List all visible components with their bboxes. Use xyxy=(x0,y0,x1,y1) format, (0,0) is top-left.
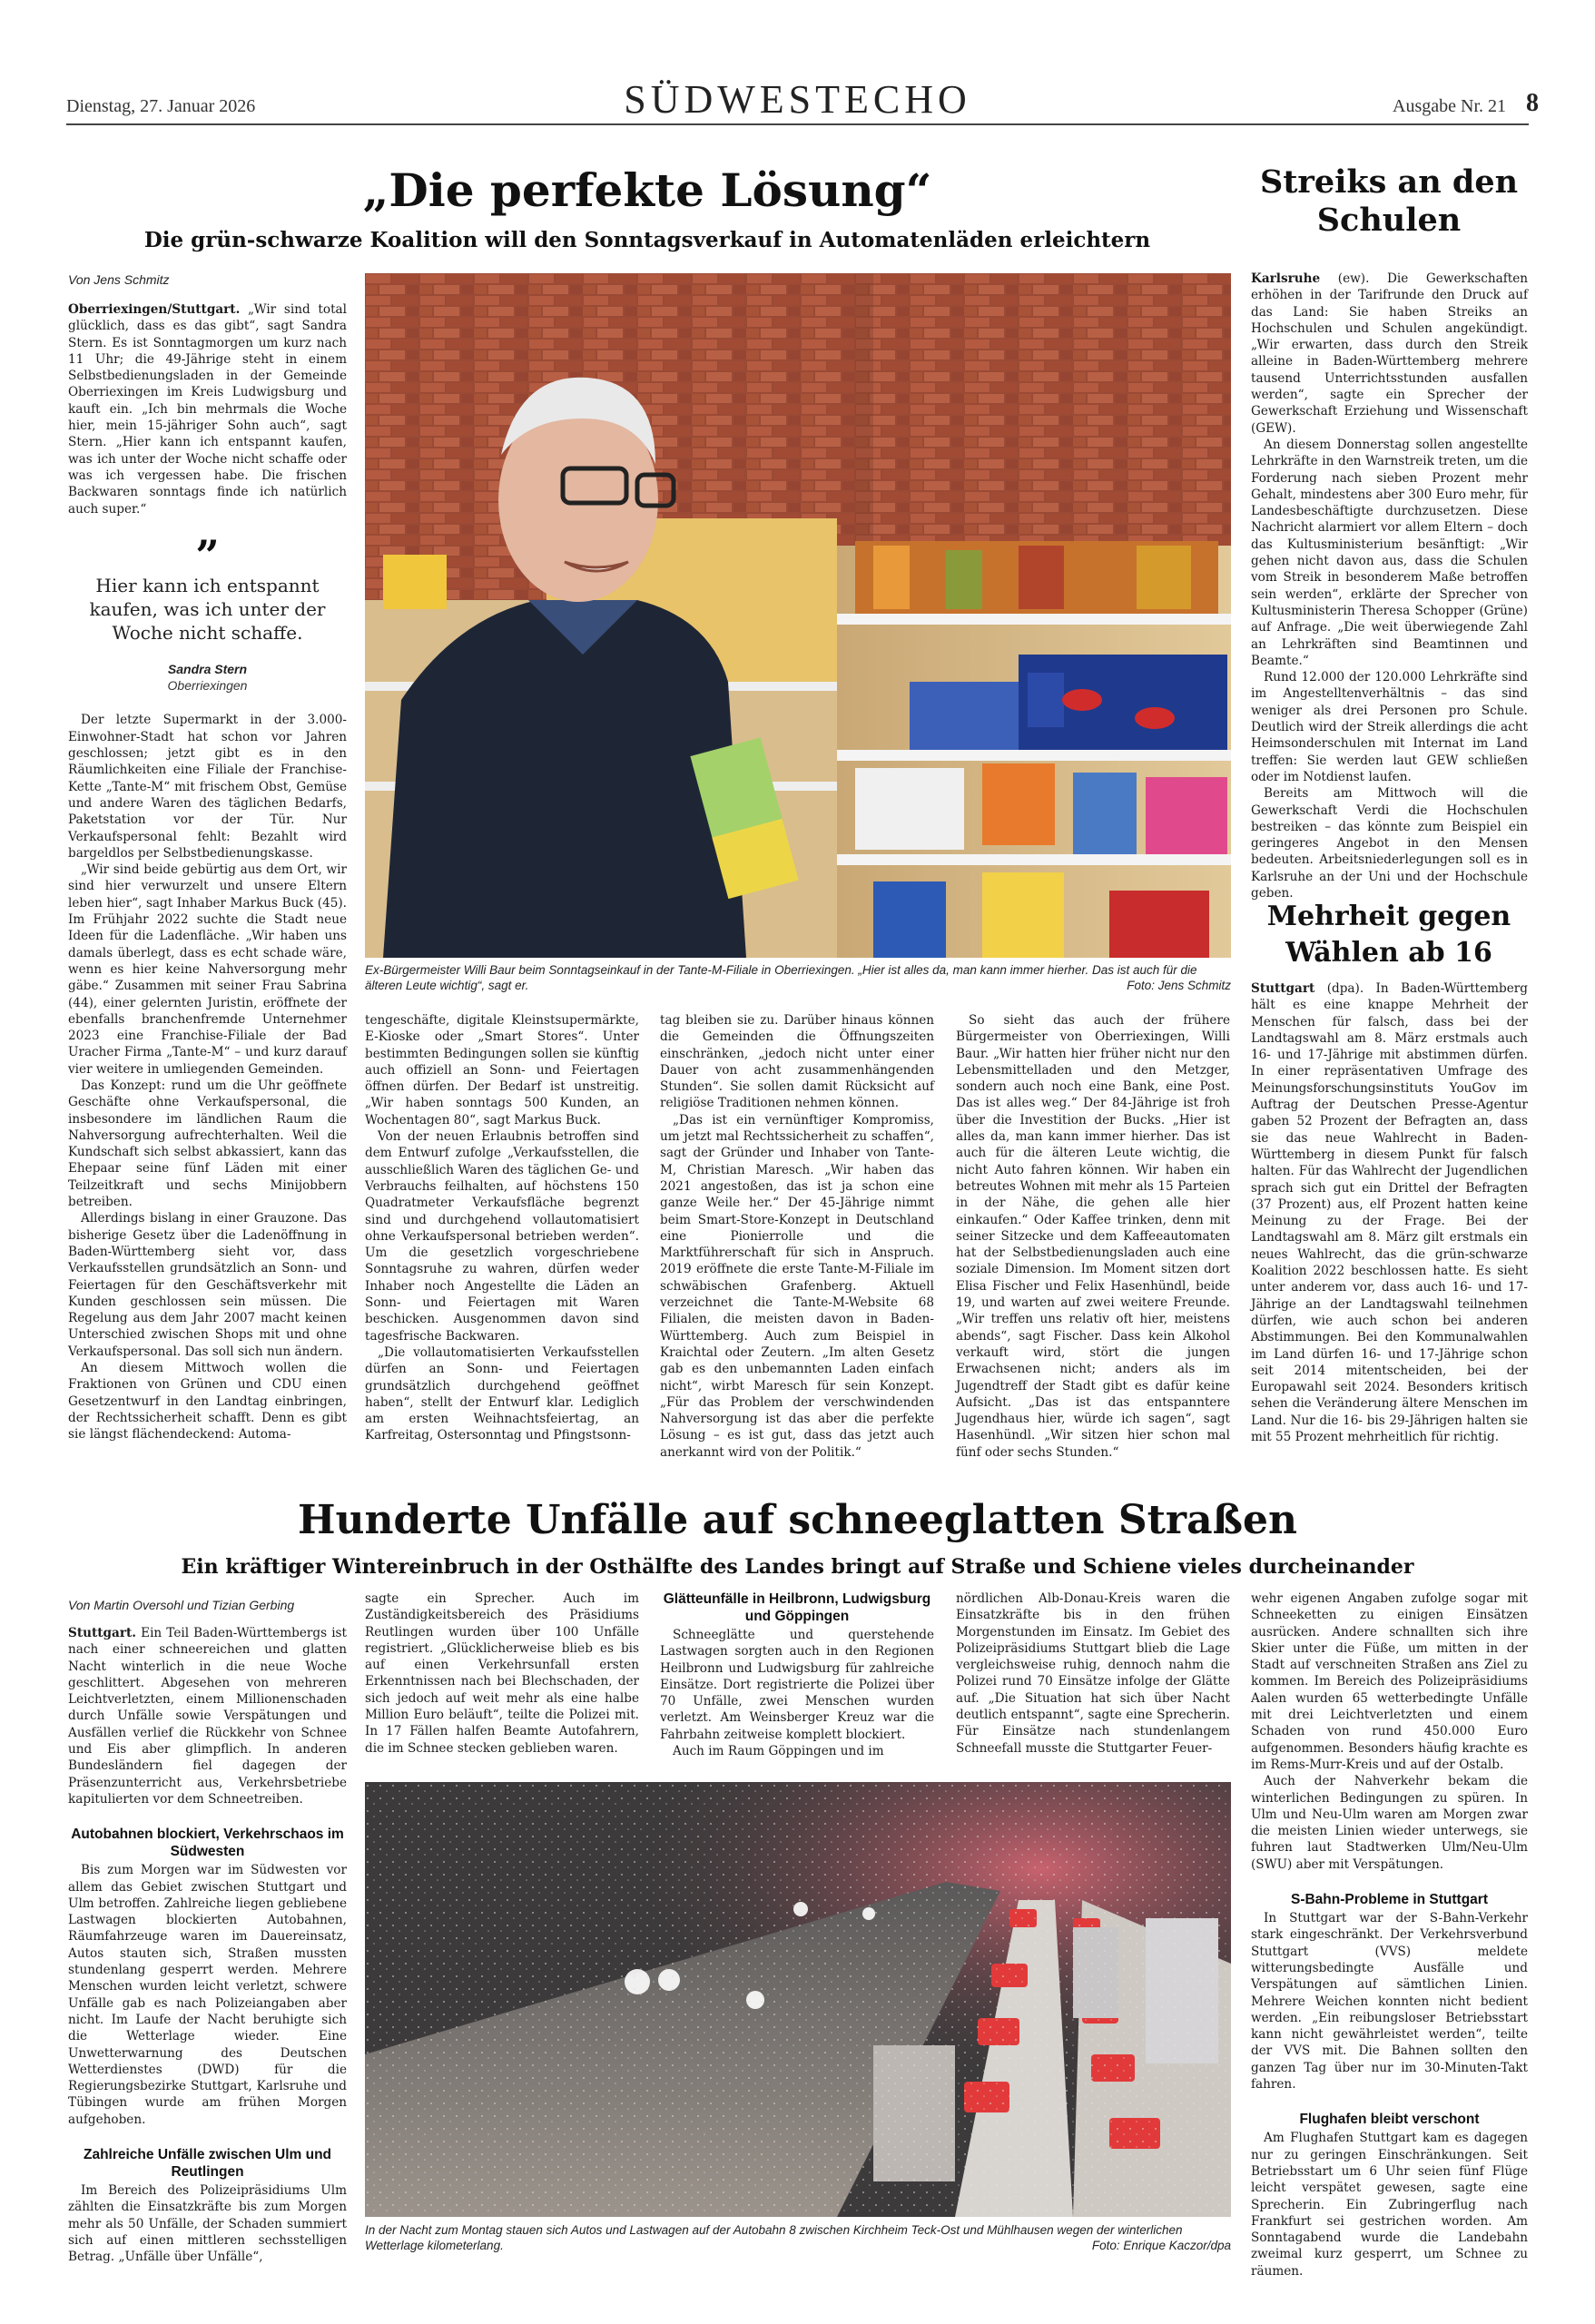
vote-headline: Mehrheit gegen Wählen ab 16 xyxy=(1266,901,1511,969)
newspaper-title: SÜDWESTECHO xyxy=(624,77,971,122)
snow-article-column-5 xyxy=(1251,1590,1528,2280)
paragraph: Auch im Raum Göppingen und im xyxy=(673,1744,884,1759)
quotation-mark-icon: ” xyxy=(195,530,220,580)
paragraph: Bis zum Morgen war im Südwesten vor allem das Gebiet zwischen Stuttgart und Ulm betroffen. Zahlreiche liegen gebliebene Lastwagen blockierten Autobahnen, Räumfahrzeuge waren im Dauereinsatz, Autos stauten sich, Straßen mussten stundenlang gesperrt werden. Mehrere Menschen wurden leicht verletzt, schwere Unfälle gab es nach Polizeiangaben aber nicht. Im Laufe der Nacht beruhigte sich die Wetterlage wieder. Eine Unwetterwarnung des Deutschen Wetterdienstes (DWD) für die Regierungsbezirke Stuttgart, Karlsruhe und Tübingen wurde am frühen Morgen aufgehoben. xyxy=(68,1863,347,2127)
paragraph: wehr eigenen Angaben zufolge sogar mit Schneeketten zu einigen Einsätzen ausrücken. Andere schnallten sich ihre Skier unter die Füße, um mitten in der Stadt auf verschneiten Straßen ans Ziel zu kommen. Im Bereich des Polizeipräsidiums Aalen wurden 65 wetterbedingte Unfälle mit drei Leichtverletzten und einem Schaden von rund 450.000 Euro aufgenommen. Besonders häufig krachte es im Rems-Murr-Kreis und auf der Ostalb. xyxy=(1251,1591,1528,1772)
photo-credit: Foto: Jens Schmitz xyxy=(1127,979,1231,992)
paragraph: tag bleiben sie zu. Darüber hinaus können die Gemeinden die Öffnungszeiten einschränken, „jedoch nicht unter einer Dauer von acht zusammenhängenden Stunden“. Sie sollen damit Rücksicht auf religiöse Traditionen nehmen können. xyxy=(660,1013,934,1111)
page-number: 8 xyxy=(1526,89,1539,117)
masthead-date: Dienstag, 27. Januar 2026 xyxy=(66,96,256,116)
paragraph: „Wir sind beide gebürtig aus dem Ort, wir sind hier verwurzelt und unsere Eltern leben hier“, sagt Inhaber Markus Buck (45). Im Frühjahr 2022 suchte die Stadt neue Ideen für die Ladenfläche. „Wir haben uns damals überlegt, dass es echt schade wäre, wenn es hier keine Nahversorgung mehr gäbe.“ Zusammen mit seiner Frau Sabrina (44), einer gelernten Juristin, eröffnete der ebenfalls branchenfremde Unternehmer 2023 eine Franchise-Filiale der Bad Uracher Firma „Tante-M“ – und kurz darauf vier weitere in umliegenden Gemeinden. xyxy=(68,862,347,1077)
photo-caption-text: Ex-Bürgermeister Willi Baur beim Sonntagseinkauf in der Tante-M-Filiale in Oberriexingen. „Hier ist alles da, man kann immer hierher. Das ist auch für die älteren Leute wichtig“, sagt er. xyxy=(365,963,1197,992)
paragraph: Der letzte Supermarkt in der 3.000-Einwohner-Stadt hat schon vor Jahren geschlossen; jetzt gibt es in den Räumlichkeiten eine Filiale der Franchise-Kette „Tante-M“ mit frischem Obst, Gemüse und andere Waren des täglichen Bedarfs, Paketstation vor der Tür. Nur Verkaufspersonal fehlt: Bezahlt wird bargeldlos per Selbstbedienungskasse. xyxy=(68,713,347,861)
paragraph: Schneeglätte und querstehende Lastwagen sorgten auch in den Regionen Heilbronn und Ludwigsburg für zahlreiche Einsätze. Dort registrierte die Polizei über 70 Unfälle, zwei Menschen wurden verletzt. Am Weinsberger Kreuz war die Fahrbahn zeitweise komplett blockiert. xyxy=(660,1628,934,1742)
paragraph: An diesem Mittwoch wollen die Fraktionen von Grünen und CDU einen Gesetzentwurf in den Landtag einbringen, der Rechtssicherheit schafft. Denn es gibt sie längst flächendeckend: Automa- xyxy=(68,1361,347,1443)
masthead-divider xyxy=(66,123,1529,125)
section-subheading: Glätteunfälle in Heilbronn, Ludwigsburg und Göppingen xyxy=(663,1591,931,1624)
snow-article-subhead: Ein kräftiger Wintereinbruch in der Osthälfte des Landes bringt auf Straße und Schiene vieles durcheinander xyxy=(181,1555,1414,1579)
paragraph: Rund 12.000 der 120.000 Lehrkräfte sind im Angestelltenverhältnis – das sind weniger als drei Personen pro Schule. Deutlich wird der Streik allerdings die acht Heimsonderschulen mit Internat im Land treffen: Sie werden laut GEW schließen oder im Notdienst laufen. xyxy=(1251,670,1528,784)
paragraph: Im Bereich des Polizeipräsidiums Ulm zählten die Einsatzkräfte bis zum Morgen mehr als 50 Unfälle, der Schaden summiert sich auf einen mittleren sechsstelligen Betrag. „Unfälle über Unfälle“, xyxy=(68,2183,347,2265)
main-article-column-4 xyxy=(956,1012,1230,1461)
pull-quote-name: Sandra Stern xyxy=(167,661,248,676)
paragraph: An diesem Donnerstag sollen angestellte Lehrkräfte in den Warnstreik treten, um die Forderung nach sieben Prozent mehr Gehalt, mindestens aber 300 Euro mehr, für Landesbeschäftigte durchzusetzen. Diese Nachricht alarmiert vor allem Eltern – doch das Kultusministerium besänftigt: „Wir gehen nicht davon aus, dass die Schulen vom Streik in besonderem Maße betroffen sein werden“, erklärte der Sprecher von Kultusministerin Theresa Schopper (Grüne) auf Anfrage. „Die weit überwiegende Zahl an Lehrkräften sind Beamtinnen und Beamte.“ xyxy=(1251,437,1528,668)
paragraph: „Die vollautomatisierten Verkaufsstellen dürfen an Sonn- und Feiertagen grundsätzlich durchgehend geöffnet haben“, stellt der Entwurf klar. Lediglich am ersten Weihnachtsfeiertag, an Karfreitag, Ostersonntag und Pfingstsonn- xyxy=(365,1344,639,1443)
main-article-byline: Von Jens Schmitz xyxy=(68,272,170,287)
snow-article-column-4 xyxy=(956,1590,1230,1757)
pull-quote xyxy=(68,530,347,694)
paragraph: In Stuttgart war der S-Bahn-Verkehr stark eingeschränkt. Der Verkehrsverbund Stuttgart (VVS) meldete witterungsbedingte Ausfälle und Verspätungen auf sämtlichen Linien. Mehrere Weichen konnten nicht bedient werden. „Ein reibungsloser Betriebsstart kann nicht gewährleistet werden“, teilte der VVS mit. Die Bahnen sollten den ganzen Tag über nur im 30-Minuten-Takt fahren. xyxy=(1251,1911,1528,2093)
paragraph: Von der neuen Erlaubnis betroffen sind dem Entwurf zufolge „Verkaufsstellen, die ausschließlich Waren des täglichen Ge- und Verbrauchs feilhalten, auf höchstens 150 Quadratmeter Verkaufsfläche begrenzt sind und durchgehend vollautomatisiert ohne Verkaufspersonal betrieben werden“. Um die gesetzlich vorgeschriebene Sonntagsruhe zu wahren, dürfen weder Inhaber noch Angestellte die Läden an Sonn- und Feiertagen mit Waren beschicken. Ausgenommen davon sind tagesfrische Backwaren. xyxy=(365,1129,639,1344)
strikes-article-body xyxy=(1251,271,1528,901)
snow-article-byline: Von Martin Oversohl und Tizian Gerbing xyxy=(68,1598,295,1612)
paragraph: sagte ein Sprecher. Auch im Zuständigkeitsbereich des Präsidiums Reutlingen wurden über 100 Unfälle registriert. „Glücklicherweise blieb es bis auf einen Verkehrsunfall ersten Erkenntnissen nach bei Blechschaden, der sich jedoch auf weit mehr als eine halbe Million Euro beläuft“, teilte die Polizei mit. In 17 Fällen halfen Beamte Autofahrern, die im Schnee stecken geblieben waren. xyxy=(365,1591,639,1756)
paragraph: tengeschäfte, digitale Kleinstsupermärkte, E-Kioske oder „Smart Stores“. Unter bestimmten Bedingungen sollen sie künftig auch offiziell an Sonn- und Feiertagen öffnen dürfen. Der Bedarf ist unstreitig. „Wir haben sonntags 500 Kunden, an Wochentagen 80“, sagt Markus Buck. xyxy=(365,1013,639,1128)
main-article-column-2 xyxy=(365,1012,639,1444)
snow-article-photo-caption xyxy=(365,2222,1231,2253)
photo-credit: Foto: Enrique Kaczor/dpa xyxy=(1091,2239,1231,2252)
dateline: Stuttgart xyxy=(1251,981,1315,996)
paragraph: Ein Teil Baden-Württembergs ist nach einer schneereichen und glatten Nacht winterlich in die neue Woche geschlittert. Abgesehen von mehreren Leichtverletzten, einem Millionenschaden durch Unfälle sowie Verspätungen und Ausfällen verlief die Rückkehr von Schnee und Eis aber glimpflich. In anderen Bundesländern fiel dagegen der Präsenzunterricht aus, Verkehrsbetriebe kapitulierten vor dem Schneetreiben. xyxy=(68,1626,347,1807)
paragraph: So sieht das auch der frühere Bürgermeister von Oberriexingen, Willi Baur. „Wir hatten hier früher nicht nur den Lebensmittelladen und den Metzger, sondern auch noch eine Bank, eine Post. Das ist alles weg.“ Der 84-Jährige ist froh über die Investition der Bucks. „Hier ist alles da, man kann immer hierher. Das ist auch für die älteren Leute wichtig, die nicht Auto fahren können. Wir haben ein betreutes Wohnen mit mehr als 15 Parteien in der Nähe, die gehen alle hier einkaufen.“ Oder Kaffee trinken, denn mit seiner Sitzecke und dem Kaffeeautomaten hat der Selbstbedienungsladen auch eine soziale Dimension. Im Moment sitzen dort Elisa Fischer und Felix Hasenhündl, beide 19, und warten auf zwei weitere Freunde. „Wir treffen uns relativ oft hier, meistens abends“, sagt Fischer. Dass kein Alkohol verkauft wird, stört die jungen Erwachsenen nicht; anders als im Jugendtreff der Stadt gibt es dafür keine Aufsicht. „Das ist das entspanntere Jugendhaus hier, würde ich sagen“, sagt Hasenhündl. „Wir sitzen hier schon mal fünf oder sechs Stunden.“ xyxy=(956,1013,1230,1460)
issue-number: Ausgabe Nr. 21 xyxy=(1393,96,1506,116)
snow-article-photo xyxy=(365,1782,1231,2217)
photo-shop-image xyxy=(365,273,1231,958)
strikes-headline: Streiks an den Schulen xyxy=(1259,163,1519,239)
section-subheading: Autobahnen blockiert, Verkehrschaos im Südwesten xyxy=(71,1827,344,1860)
paragraph: Bereits am Mittwoch will die Gewerkschaft Verdi die Hochschulen bestreiken – das könnte zum Beispiel ein geringeres Angebot in den Mensen bedeuten. Arbeitsniederlegungen soll es in Karlsruhe an der Uni und der Hochschule geben. xyxy=(1251,786,1528,901)
main-article-photo xyxy=(365,273,1231,958)
paragraph: Am Flughafen Stuttgart kam es dagegen nur zu geringen Einschränkungen. Seit Betriebsstart um 6 Uhr seien fünf Flüge leicht verspätet gewesen, sagte eine Sprecherin. Ein Zubringerflug nach Frankfurt sei gestrichen worden. Am Sonntagabend wurde die Landebahn zweimal kurz gesperrt, um Schnee zu räumen. xyxy=(1251,2131,1528,2279)
pull-quote-text: Hier kann ich entspannt kaufen, was ich unter der Woche nicht schaffe. xyxy=(89,574,326,644)
dateline: Karlsruhe xyxy=(1251,271,1321,286)
main-article-column-1 xyxy=(68,301,347,1443)
main-article-photo-caption xyxy=(365,962,1231,993)
snow-article-headline: Hunderte Unfälle auf schneeglatten Straßen xyxy=(297,1497,1298,1543)
paragraph: Allerdings bislang in einer Grauzone. Das bisherige Gesetz über die Ladenöffnung in Baden-Württemberg sieht vor, dass Verkaufsstellen grundsätzlich an Sonn- und Feiertagen für den Geschäftsverkehr mit Kunden geschlossen sein müssen. Die Regelung aus dem Jahr 2007 macht keinen Unterschied zwischen Shops mit und ohne Verkaufspersonal. Das soll sich nun ändern. xyxy=(68,1211,347,1359)
main-article-column-3 xyxy=(660,1012,934,1461)
main-article-headline: „Die perfekte Lösung“ xyxy=(362,163,932,217)
section-subheading: S-Bahn-Probleme in Stuttgart xyxy=(1290,1892,1488,1908)
snow-article-column-3 xyxy=(660,1590,934,1759)
photo-caption-text: In der Nacht zum Montag stauen sich Autos und Lastwagen auf der Autobahn 8 zwischen Kirchheim Teck-Ost und Mühlhausen wegen der winterlichen Wetterlage kilometerlang. xyxy=(365,2223,1183,2252)
dateline: Oberriexingen/Stuttgart. xyxy=(68,302,241,317)
snow-article-column-1 xyxy=(68,1625,347,2266)
paragraph: „Wir sind total glücklich, dass es das gibt“, sagt Sandra Stern. Es ist Sonntagmorgen um kurz nach 11 Uhr; die 49-Jährige steht in einem Selbstbedienungsladen in der Gemeinde Oberriexingen im Kreis Ludwigsburg und kauft ein. „Ich bin mehrmals die Woche hier, mein 15-jähriger Sohn auch“, sagt Stern. „Hier kann ich entspannt kaufen, was ich unter der Woche nicht schaffe oder was ich vergessen habe. Die frischen Backwaren sonntags finde ich natürlich auch super.“ xyxy=(68,302,347,517)
dateline: Stuttgart. xyxy=(68,1626,137,1640)
pull-quote-place: Oberriexingen xyxy=(167,678,248,694)
section-subheading: Zahlreiche Unfälle zwischen Ulm und Reutlingen xyxy=(83,2147,332,2181)
paragraph: „Das ist ein vernünftiger Kompromiss, um jetzt mal Rechtssicherheit zu schaffen“, sagt der Gründer und Inhaber von Tante-M, Christian Maresch. „Wir haben das 2021 angestoßen, das ist ja schon eine ganze Weile her.“ Der 45-Jährige nimmt beim Smart-Store-Konzept in Deutschland eine Pionierrolle und die Marktführerschaft für sich in Anspruch. 2019 eröffnete die erste Tante-M-Filiale im schwäbischen Grafenberg. Aktuell verzeichnet die Tante-M-Website 68 Filialen, die meisten davon in Baden-Württemberg. Auch zum Beispiel in Kraichtal oder Zeutern. „Im alten Gesetz gab es den unbemannten Laden einfach nicht“, wirbt Maresch für sein Konzept. „Für das Problem der verschwindenden Nahversorgung ist das aber die perfekte Lösung – es ist gut, dass das jetzt auch anerkannt wird von der Politik.“ xyxy=(660,1112,934,1460)
main-article-subhead: Die grün-schwarze Koalition will den Sonntagsverkauf in Automatenläden erleichtern xyxy=(143,228,1151,252)
paragraph: nördlichen Alb-Donau-Kreis waren die Einsatzkräfte bis in den frühen Morgenstunden im Einsatz. Im Gebiet des Polizeipräsidiums Stuttgart blieb die Lage vergleichsweise ruhig, dennoch nahm die Polizei rund 70 Einsätze infolge der Glätte auf. „Die Situation hat sich über Nacht deutlich entspannt“, sagte eine Sprecherin. Für Einsätze nach stundenlangem Schneefall musste die Stuttgarter Feuer- xyxy=(956,1591,1230,1756)
paragraph: Das Konzept: rund um die Uhr geöffnete Geschäfte ohne Verkaufspersonal, die insbesondere im ländlichen Raum die Nahversorgung aufrechterhalten. Weil die Kundschaft sich selbst abkassiert, kann das Ehepaar seine fünf Läden mit einer Teilzeitkraft und sechs Minijobbern betreiben. xyxy=(68,1078,347,1210)
snow-article-column-2 xyxy=(365,1590,639,1757)
photo-snow-image xyxy=(365,1782,1231,2217)
paragraph: (dpa). In Baden-Württemberg hält es eine knappe Mehrheit der Menschen für falsch, dass bei der Landtagswahl am 8. März erstmals auch 16- und 17-Jährige mit abstimmen dürfen. In einer repräsentativen Umfrage des Meinungsforschungsinstituts YouGov im Auftrag der Deutschen Presse-Agentur gaben 52 Prozent der Befragten an, dass sie das neue Wahlrecht in Baden-Württemberg in diesem Punkt für falsch halten. Für das Wahlrecht der Jugendlichen sprach sich gut ein Drittel der Befragten (37 Prozent) aus, elf Prozent hatten keine Meinung zu der Frage. Bei der Landtagswahl am 8. März gilt erstmals ein neues Wahlrecht, das die grün-schwarze Koalition 2022 beschlossen hatte. Es sieht unter anderem vor, dass auch 16- und 17-Jährige an der Landtagswahl teilnehmen dürfen, wie auch schon bei anderen Abstimmungen. Bei den Kommunalwahlen im Land dürfen 16- und 17-Jährige schon seit 2014 mitentscheiden, bei der Europawahl seit 2024. Besonders kritisch sehen die Veränderung ältere Menschen im Land. Nur die 16- bis 29-Jährigen halten sie mit 55 Prozent mehrheitlich für richtig. xyxy=(1251,981,1528,1445)
paragraph: Auch der Nahverkehr bekam die winterlichen Bedingungen zu spüren. In Ulm und Neu-Ulm waren am Morgen zwar die meisten Linien wieder unterwegs, sie fuhren laut Stadtwerken Ulm/Neu-Ulm (SWU) aber mit Verspätungen. xyxy=(1251,1774,1528,1872)
paragraph: (ew). Die Gewerkschaften erhöhen in der Tarifrunde den Druck auf das Land: Sie haben Streiks an Hochschulen und Schulen angekündigt. „Wir erwarten, dass durch den Streik alleine in Baden-Württemberg mehrere tausend Unterrichtsstunden ausfallen werden“, sagte ein Sprecher der Gewerkschaft Erziehung und Wissenschaft (GEW). xyxy=(1251,271,1528,436)
section-subheading: Flughafen bleibt verschont xyxy=(1299,2112,1480,2128)
vote-article-body xyxy=(1251,980,1528,1445)
